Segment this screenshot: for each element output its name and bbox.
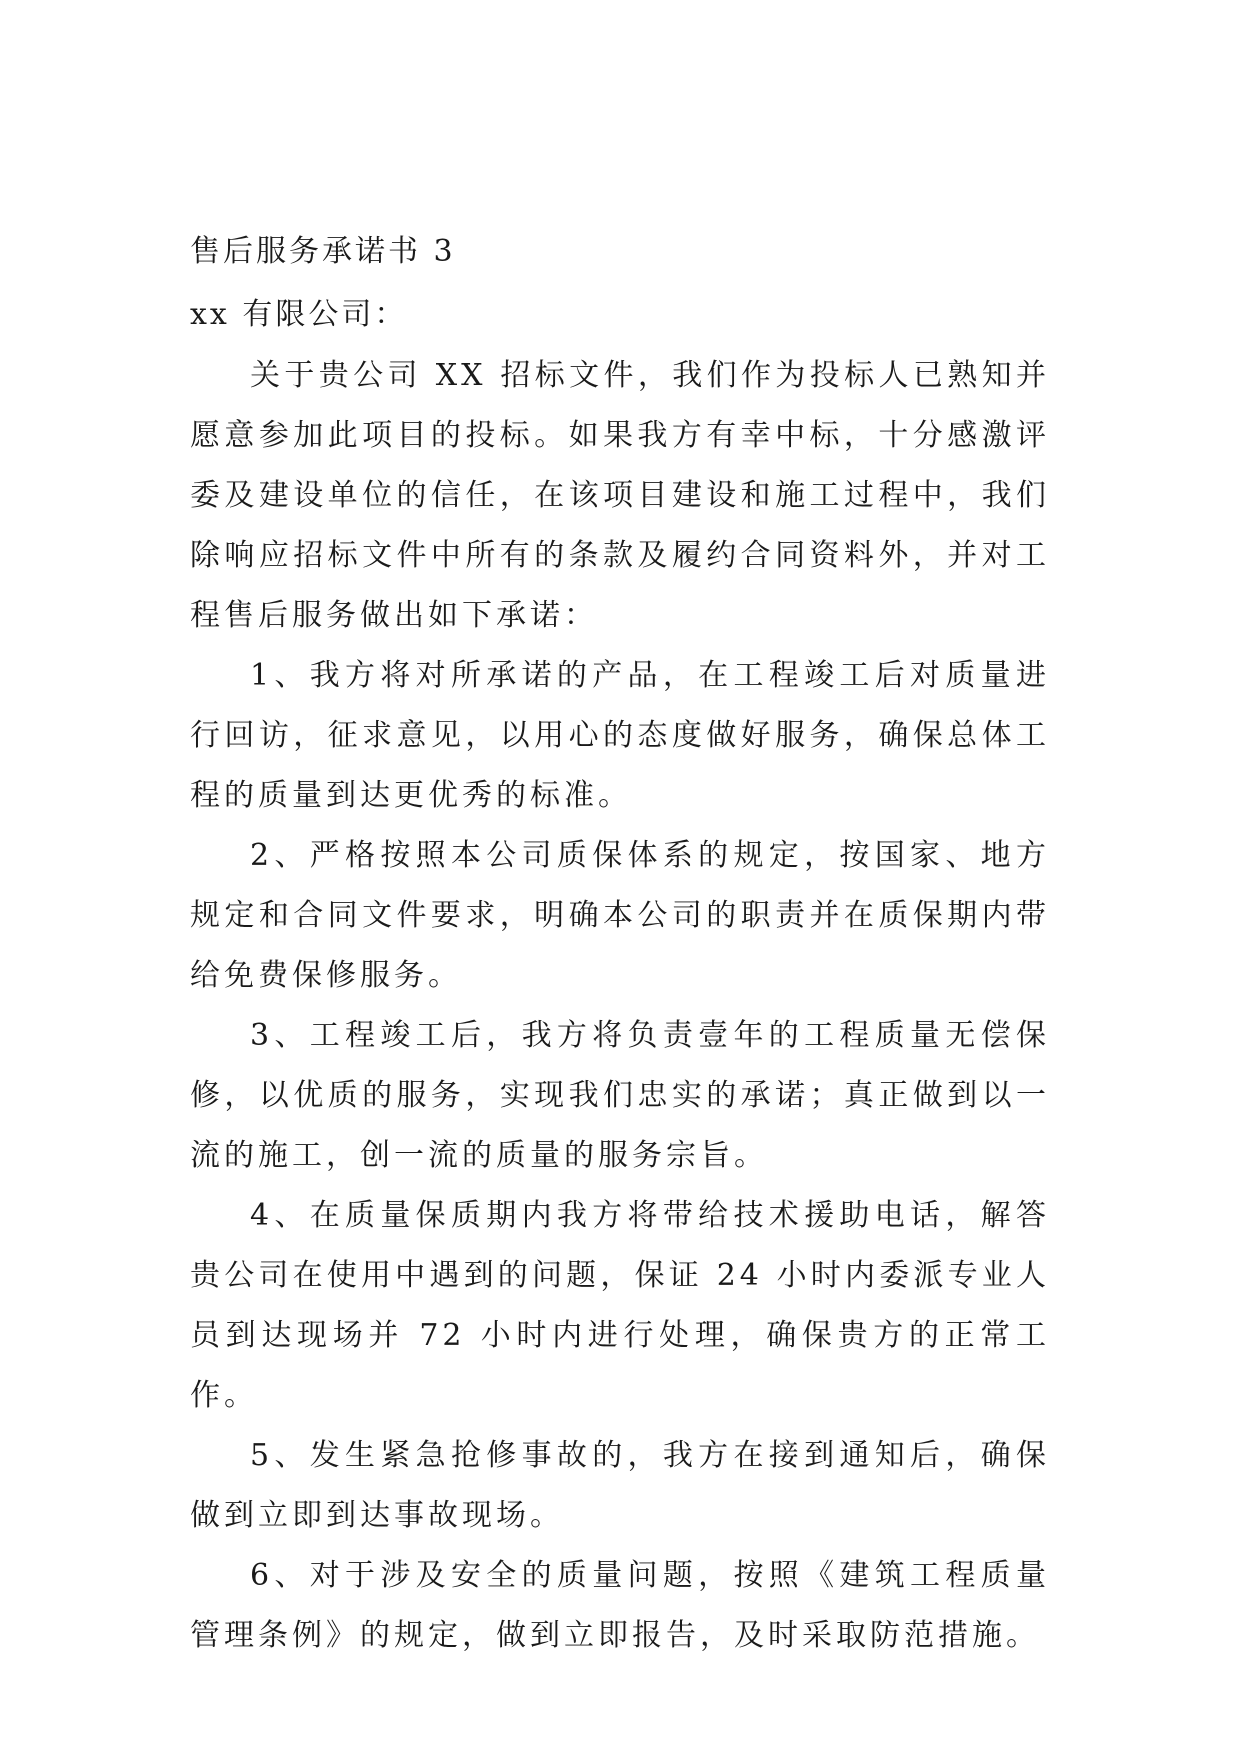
intro-paragraph: 关于贵公司 XX 招标文件，我们作为投标人已熟知并愿意参加此项目的投标。如果我方有幸中标，十分感激评委及建设单位的信任，在该项目建设和施工过程中，我们除响应招标文件中所有的条款及履约合同资料外，并对工程售后服务做出如下承诺： (190, 358, 1050, 633)
commitment-item-1: 1、我方将对所承诺的产品，在工程竣工后对质量进行回访，征求意见，以用心的态度做好服务，确保总体工程的质量到达更优秀的标准。 (190, 658, 1050, 813)
commitment-item-3: 3、工程竣工后，我方将负责壹年的工程质量无偿保修，以优质的服务，实现我们忠实的承诺；真正做到以一流的施工，创一流的质量的服务宗旨。 (190, 1018, 1050, 1173)
document-body (190, 220, 1050, 1666)
commitment-item-5: 5、发生紧急抢修事故的，我方在接到通知后，确保做到立即到达事故现场。 (190, 1438, 1050, 1533)
salutation: xx 有限公司： (190, 297, 408, 332)
commitment-item-2: 2、严格按照本公司质保体系的规定，按国家、地方规定和合同文件要求，明确本公司的职责并在质保期内带给免费保修服务。 (190, 838, 1050, 993)
commitment-item-6: 6、对于涉及安全的质量问题，按照《建筑工程质量管理条例》的规定，做到立即报告，及时采取防范措施。 (190, 1558, 1050, 1653)
document-title: 售后服务承诺书 3 (190, 234, 456, 269)
commitment-item-4: 4、在质量保质期内我方将带给技术援助电话，解答贵公司在使用中遇到的问题，保证 24 小时内委派专业人员到达现场并 72 小时内进行处理，确保贵方的正常工作。 (190, 1198, 1050, 1413)
